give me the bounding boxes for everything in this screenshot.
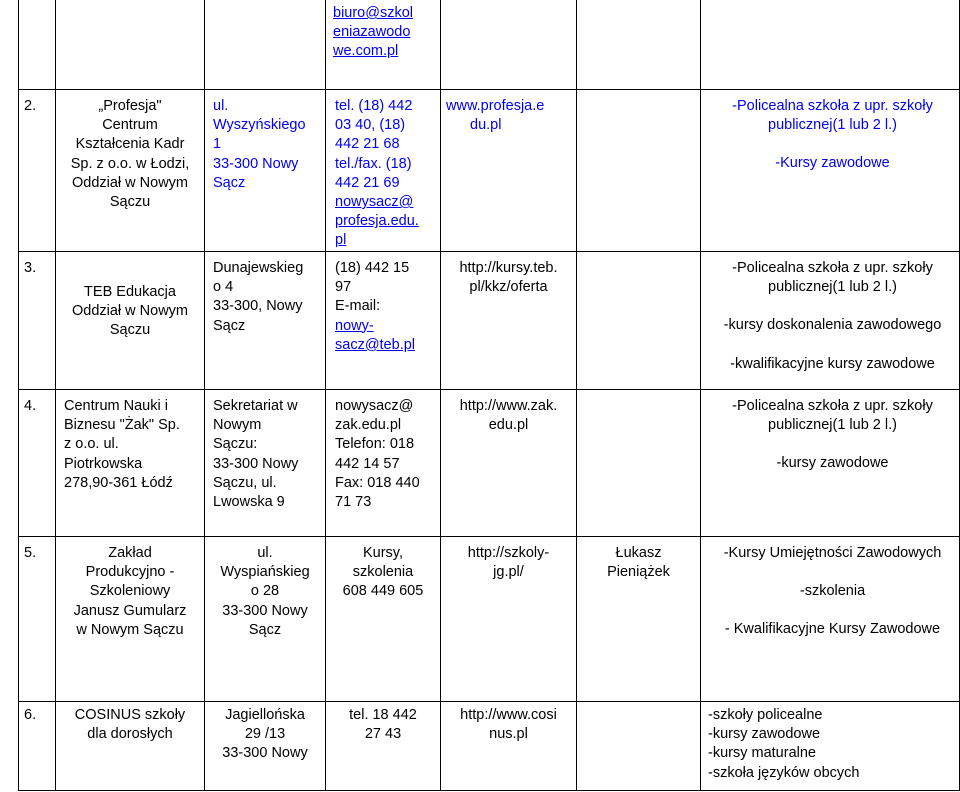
grid-line xyxy=(325,0,326,791)
contact-cell: Kursy, szkolenia 608 449 605 xyxy=(342,545,424,600)
grid-line xyxy=(18,701,959,702)
row-number: 5. xyxy=(24,545,37,561)
contact-person-cell: Łukasz Pieniążek xyxy=(607,545,670,581)
offer-cell: -Kursy Umiejętności Zawodowych -szkolenia - Kwalifikacyjne Kursy Zawodowe xyxy=(723,545,942,638)
grid-line xyxy=(576,0,577,791)
email-link[interactable]: eniazawodo xyxy=(333,24,411,41)
institution-name-cell: TEB Edukacja Oddział w Nowym Sączu xyxy=(71,284,189,339)
email-link[interactable]: pl xyxy=(335,232,347,249)
grid-line xyxy=(700,0,701,791)
institution-name-cell: Zakład Produkcyjno - Szkoleniowy Janusz Gumularz w Nowym Sączu xyxy=(73,545,187,638)
address-cell: Sekretariat w Nowym Sączu: 33-300 Nowy Sączu, ul. Lwowska 9 xyxy=(213,398,299,511)
address-cell: Dunajewskieg o 4 33-300, Nowy Sącz xyxy=(213,260,304,334)
website-cell[interactable]: www.profesja.e du.pl xyxy=(446,98,545,134)
website-cell[interactable]: http://www.zak. edu.pl xyxy=(459,398,558,434)
grid-line xyxy=(18,251,959,252)
offer-cell: -Policealna szkoła z upr. szkoły publicznej(1 lub 2 l.) -kursy doskonalenia zawodowego -kwalifikacyjne kursy zawodowe xyxy=(723,260,942,372)
grid-line xyxy=(18,0,19,791)
grid-line xyxy=(440,0,441,791)
email-link[interactable]: sacz@teb.pl xyxy=(335,336,416,353)
contact-cell: tel. (18) 442 03 40, (18) 442 21 68 tel./fax. (18) 442 21 69 nowysacz@ profesja.edu. pl xyxy=(335,97,419,251)
offer-cell: -Policealna szkoła z upr. szkoły publicznej(1 lub 2 l.) -kursy zawodowe xyxy=(732,398,933,472)
email-link[interactable]: profesja.edu. xyxy=(335,213,419,230)
grid-line xyxy=(204,0,205,791)
contact-cell: nowysacz@ zak.edu.pl Telefon: 018 442 14 57 Fax: 018 440 71 73 xyxy=(335,398,420,511)
top-email-cell xyxy=(333,4,413,62)
row-number: 6. xyxy=(24,707,37,723)
website-cell[interactable]: http://www.cosi nus.pl xyxy=(460,707,557,743)
email-link[interactable]: nowysacz@ xyxy=(335,194,414,211)
address-cell: ul. Wyspiańskieg o 28 33-300 Nowy Sącz xyxy=(220,545,310,638)
row-number: 3. xyxy=(24,260,37,276)
contact-cell: tel. 18 442 27 43 xyxy=(349,707,417,743)
email-link[interactable]: biuro@szkol xyxy=(333,5,413,21)
institution-name-cell: „Profesja" Centrum Kształcenia Kadr Sp. z o.o. w Łodzi, Oddział w Nowym Sączu xyxy=(70,98,190,211)
institution-name-cell: COSINUS szkoły dla dorosłych xyxy=(74,707,186,743)
email-link[interactable]: we.com.pl xyxy=(333,43,399,60)
institution-name-cell: Centrum Nauki i Biznesu "Żak" Sp. z o.o. ul. Piotrkowska 278,90-361 Łódź xyxy=(64,398,180,491)
grid-line xyxy=(18,389,959,390)
address-cell: Jagiellońska 29 /13 33-300 Nowy xyxy=(222,707,308,762)
email-link[interactable]: nowy- xyxy=(335,317,374,334)
address-cell: ul. Wyszyńskiego 1 33-300 Nowy Sącz xyxy=(213,98,306,191)
row-number: 2. xyxy=(24,98,37,114)
contact-cell: (18) 442 15 97 E-mail: nowy- sacz@teb.pl xyxy=(335,259,415,355)
offer-cell: -szkoły policealne -kursy zawodowe -kursy maturalne -szkoła języków obcych xyxy=(708,707,860,781)
grid-line xyxy=(18,89,959,90)
website-cell[interactable]: http://szkoly- jg.pl/ xyxy=(467,545,550,581)
grid-line xyxy=(18,536,959,537)
offer-cell: -Policealna szkoła z upr. szkoły publicznej(1 lub 2 l.) -Kursy zawodowe xyxy=(732,98,933,172)
grid-line xyxy=(18,790,959,791)
row-number: 4. xyxy=(24,398,37,414)
website-cell[interactable]: http://kursy.teb. pl/kkz/oferta xyxy=(459,260,558,296)
